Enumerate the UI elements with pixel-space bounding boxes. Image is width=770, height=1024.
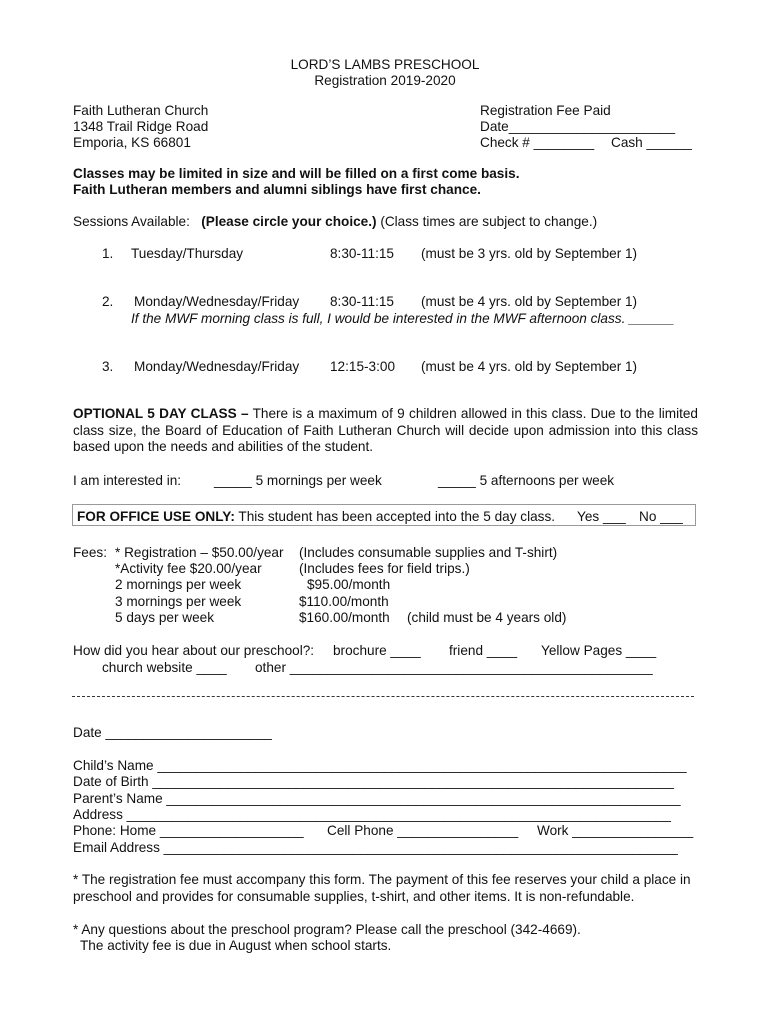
- hear-church-website[interactable]: church website ____: [102, 660, 227, 675]
- church-city: Emporia, KS 66801: [73, 135, 191, 150]
- session-2-days[interactable]: Monday/Wednesday/Friday: [134, 294, 300, 309]
- session-1-requirement: (must be 3 yrs. old by September 1): [421, 246, 638, 261]
- fee-item-3-mornings: 3 mornings per week: [115, 594, 242, 609]
- notice-line-2: Faith Lutheran members and alumni siblings have first chance.: [73, 182, 481, 197]
- optional-class-title: OPTIONAL 5 DAY CLASS –: [73, 406, 249, 421]
- registration-fee-note: * The registration fee must accompany this form. The payment of this fee reserves your child a place in preschool and provides for consumable supplies, t-shirt, and other items. It is non-refundable.: [73, 872, 691, 904]
- session-3-time: 12:15-3:00: [330, 359, 396, 374]
- office-use-label: FOR OFFICE USE ONLY:: [77, 509, 235, 524]
- optional-class-paragraph: [73, 406, 698, 456]
- session-1-number: 1.: [102, 246, 114, 261]
- office-use-line: [77, 509, 555, 525]
- fee-detail-activity: (Includes fees for field trips.): [299, 561, 470, 576]
- session-1-time: 8:30-11:15: [330, 246, 394, 261]
- check-number-field[interactable]: Check # ________: [480, 135, 595, 150]
- hear-friend[interactable]: friend ____: [449, 643, 518, 658]
- session-2-requirement: (must be 4 yrs. old by September 1): [421, 294, 638, 309]
- date-field[interactable]: Date ______________________: [73, 725, 272, 740]
- interest-label: I am interested in:: [73, 473, 182, 488]
- optional-class-text: There is a maximum of 9 children allowed in this class. Due to the limited class size, the Board of Education of Faith Lutheran Church will decide upon admission into this class based upon the needs and abilities of the student.: [73, 406, 698, 454]
- fee-detail-2-mornings: $95.00/month: [307, 577, 391, 592]
- sessions-label: Sessions Available:: [73, 214, 190, 229]
- session-3-number: 3.: [102, 359, 114, 374]
- fee-detail-3-mornings: $110.00/month: [299, 594, 389, 609]
- fee-date-field[interactable]: Date______________________: [480, 119, 676, 134]
- date-of-birth-field[interactable]: Date of Birth _____________________________________________________________________: [73, 774, 674, 789]
- afternoon-interest-note[interactable]: If the MWF morning class is full, I would be interested in the MWF afternoon class. ______: [131, 311, 675, 326]
- fee-item-activity: *Activity fee $20.00/year: [115, 561, 262, 576]
- fees-label: Fees:: [73, 545, 107, 560]
- church-name: Faith Lutheran Church: [73, 103, 209, 118]
- questions-note: * Any questions about the preschool program? Please call the preschool (342-4669).: [73, 922, 581, 937]
- cell-phone-field[interactable]: Cell Phone ________________: [327, 823, 519, 838]
- address-field[interactable]: Address ________________________________________________________________________: [73, 807, 671, 822]
- mornings-option[interactable]: _____ 5 mornings per week: [214, 473, 382, 488]
- notice-line-1: Classes may be limited in size and will be filled on a first come basis.: [73, 166, 520, 181]
- fee-item-registration: * Registration – $50.00/year: [115, 545, 284, 560]
- registration-year: Registration 2019-2020: [314, 73, 456, 88]
- email-field[interactable]: Email Address ____________________________________________________________________: [73, 840, 678, 855]
- hear-other[interactable]: other ________________________________________________: [255, 660, 653, 675]
- hear-yellow-pages[interactable]: Yellow Pages ____: [541, 643, 657, 658]
- session-3-days[interactable]: Monday/Wednesday/Friday: [134, 359, 300, 374]
- child-name-field[interactable]: Child’s Name ______________________________________________________________________: [73, 758, 687, 773]
- session-1-days[interactable]: Tuesday/Thursday: [131, 246, 244, 261]
- sessions-instruction: (Please circle your choice.): [201, 214, 377, 229]
- office-use-text: This student has been accepted into the 5 day class.: [238, 509, 556, 524]
- fee-paid-title: Registration Fee Paid: [480, 103, 611, 118]
- fee-item-2-mornings: 2 mornings per week: [115, 577, 242, 592]
- cash-field[interactable]: Cash ______: [611, 135, 692, 150]
- sessions-heading: [73, 214, 597, 230]
- parent-name-field[interactable]: Parent’s Name ____________________________________________________________________: [73, 791, 681, 806]
- sessions-note: (Class times are subject to change.): [380, 214, 598, 229]
- fee-item-5-days: 5 days per week: [115, 610, 214, 625]
- activity-fee-note: The activity fee is due in August when school starts.: [80, 938, 392, 953]
- session-2-number: 2.: [102, 294, 114, 309]
- church-street: 1348 Trail Ridge Road: [73, 119, 209, 134]
- fee-detail-registration: (Includes consumable supplies and T-shirt): [299, 545, 558, 560]
- work-phone-field[interactable]: Work ________________: [537, 823, 694, 838]
- fee-5-day-note: (child must be 4 years old): [407, 610, 567, 625]
- session-3-requirement: (must be 4 yrs. old by September 1): [421, 359, 638, 374]
- afternoons-option[interactable]: _____ 5 afternoons per week: [438, 473, 615, 488]
- office-yes-field[interactable]: Yes ___: [577, 509, 626, 524]
- session-2-time: 8:30-11:15: [330, 294, 394, 309]
- school-title: LORD’S LAMBS PRESCHOOL: [290, 57, 480, 72]
- fee-detail-5-days: $160.00/month: [299, 610, 390, 625]
- hear-brochure[interactable]: brochure ____: [333, 643, 421, 658]
- cut-line: [72, 696, 694, 697]
- hear-question: How did you hear about our preschool?:: [73, 643, 315, 658]
- home-phone-field[interactable]: Phone: Home ___________________: [73, 823, 304, 838]
- office-no-field[interactable]: No ___: [639, 509, 683, 524]
